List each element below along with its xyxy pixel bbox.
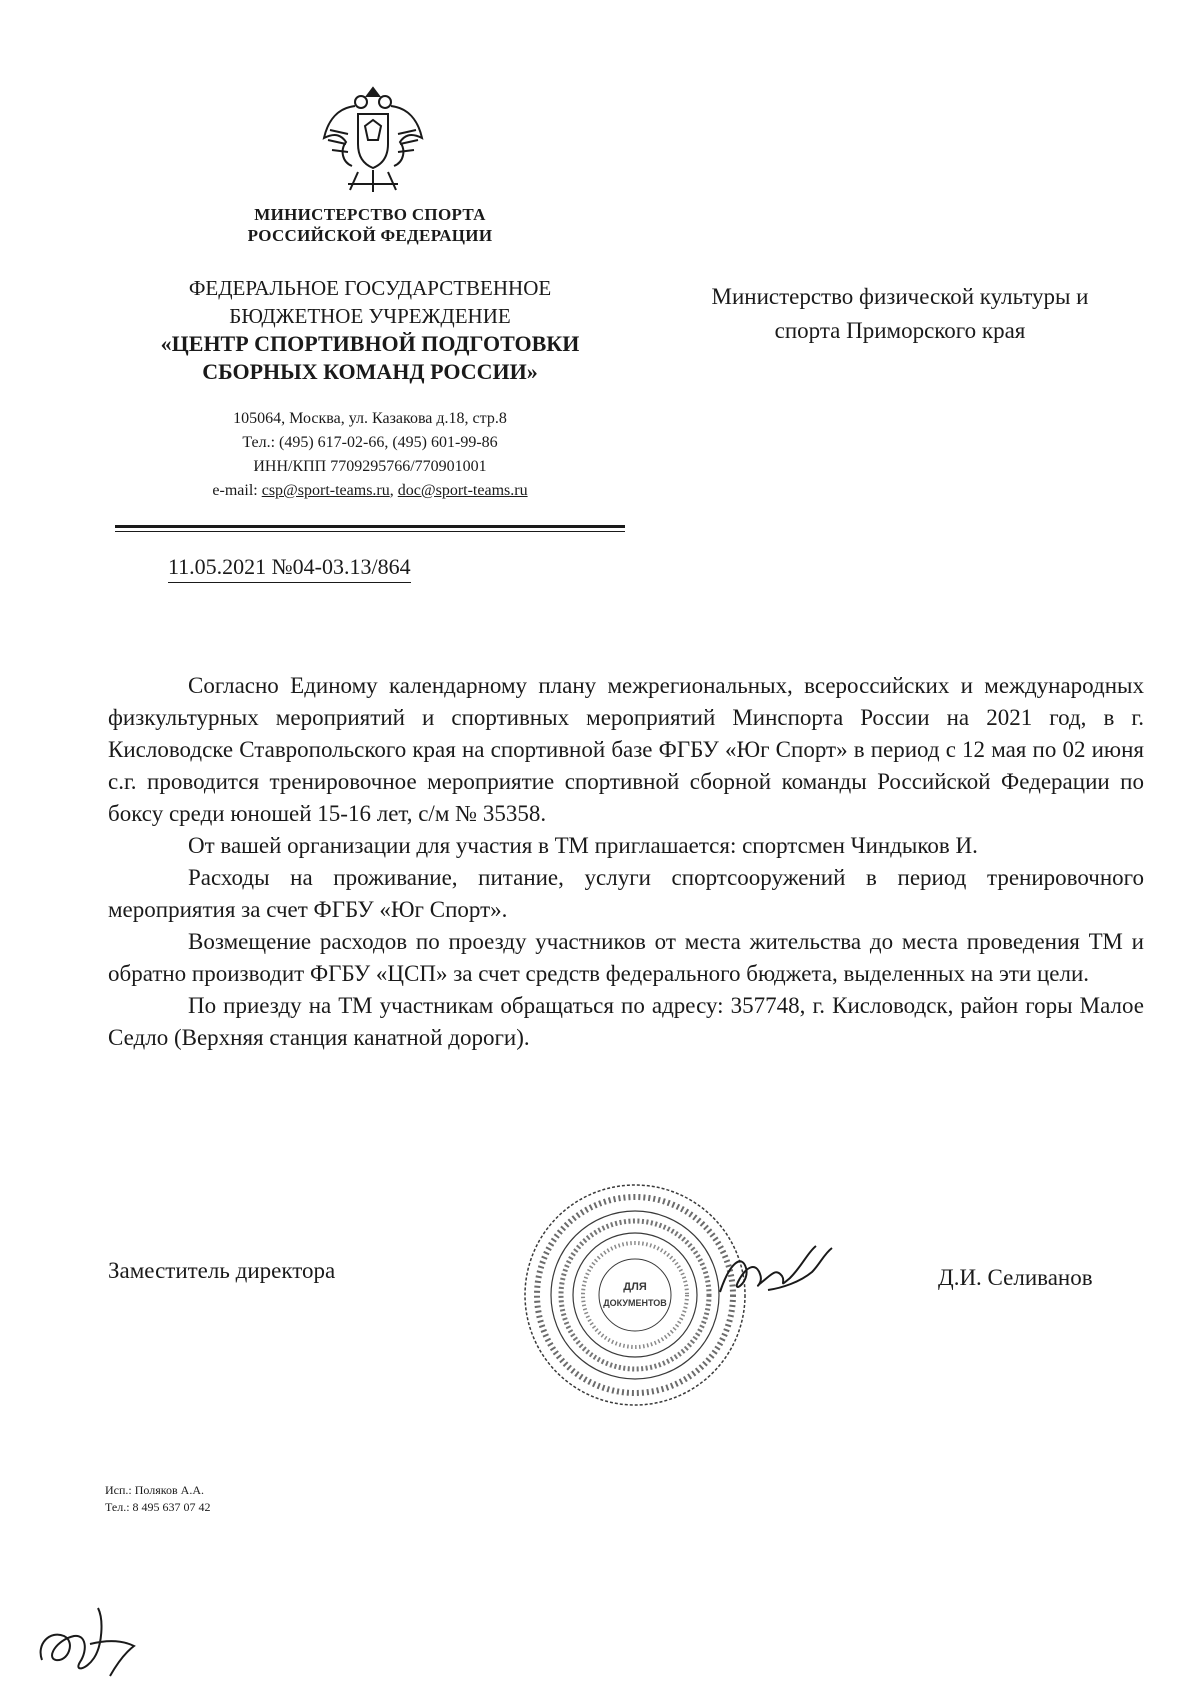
body-paragraph: По приезду на ТМ участникам обращаться по адресу: 357748, г. Кисловодск, район горы Малое Седло (Верхняя станция канатной дороги). [108,993,1144,1050]
institution-title-line: СБОРНЫХ КОМАНД РОССИИ» [202,359,538,384]
stamp-center-line: ДОКУМЕНТОВ [603,1298,667,1308]
email-line [140,479,600,503]
email-separator: , [389,482,398,499]
institution-line: ФЕДЕРАЛЬНОЕ ГОСУДАРСТВЕННОЕ [188,276,552,300]
executor-phone: Тел.: 8 495 637 07 42 [105,1500,211,1514]
body-paragraph: Согласно Единому календарному плану межрегиональных, всероссийских и международных физкультурных мероприятий и спортивных мероприятий Минспорта России на 2021 год, в г. Кисловодске Ставропольского края на спортивной базе ФГБУ «Юг Спорт» в период с 12 мая по 02 июня с.г. проводится тренировочное мероприятие спортивной сборной команды Российской Федерации по боксу среди юношей 15-16 лет, с/м № 35358. [108,673,1144,826]
header-divider-thick [115,525,625,528]
coat-of-arms-icon [318,80,428,200]
letter-body [108,670,1144,1054]
handwritten-initials [30,1600,160,1680]
executor-block [105,1482,211,1516]
email-link-doc[interactable]: doc@sport-teams.ru [397,482,528,499]
signatory-title: Заместитель директора [108,1258,336,1283]
handwritten-signature [712,1232,842,1312]
body-paragraph: Возмещение расходов по проезду участников от места жительства до места проведения ТМ и обратно производит ФГБУ «ЦСП» за счет средств федерального бюджета, выделенных на эти цели. [108,929,1144,986]
stamp-center-line: ДЛЯ [623,1281,647,1293]
address-line: 105064, Москва, ул. Казакова д.18, стр.8 [233,410,507,427]
inn-line: ИНН/КПП 7709295766/770901001 [253,458,487,475]
institution-line: БЮДЖЕТНОЕ УЧРЕЖДЕНИЕ [229,304,511,328]
email-link-csp[interactable]: csp@sport-teams.ru [261,482,390,499]
addressee-line: спорта Приморского края [774,318,1026,343]
signatory-name: Д.И. Селиванов [938,1265,1093,1290]
addressee-line: Министерство физической культуры и [711,284,1089,309]
contact-block [140,407,600,503]
ministry-name [170,204,570,246]
institution-title-line: «ЦЕНТР СПОРТИВНОЙ ПОДГОТОВКИ [160,331,580,356]
body-paragraph: Расходы на проживание, питание, услуги спортсооружений в период тренировочного мероприятия за счет ФГБУ «Юг Спорт». [108,865,1144,922]
ministry-line: РОССИЙСКОЙ ФЕДЕРАЦИИ [247,226,493,245]
body-paragraph: От вашей организации для участия в ТМ приглашается: спортсмен Чиндыков И. [188,833,978,858]
phone-line: Тел.: (495) 617-02-66, (495) 601-99-86 [242,434,498,451]
executor-name: Исп.: Поляков А.А. [105,1483,204,1497]
email-prefix: e-mail: [212,482,262,499]
institution-name [120,274,620,386]
ministry-line: МИНИСТЕРСТВО СПОРТА [254,205,486,224]
document-reference: 11.05.2021 №04-03.13/864 [168,553,411,583]
addressee [650,280,1150,348]
header-divider-thin [115,531,625,532]
